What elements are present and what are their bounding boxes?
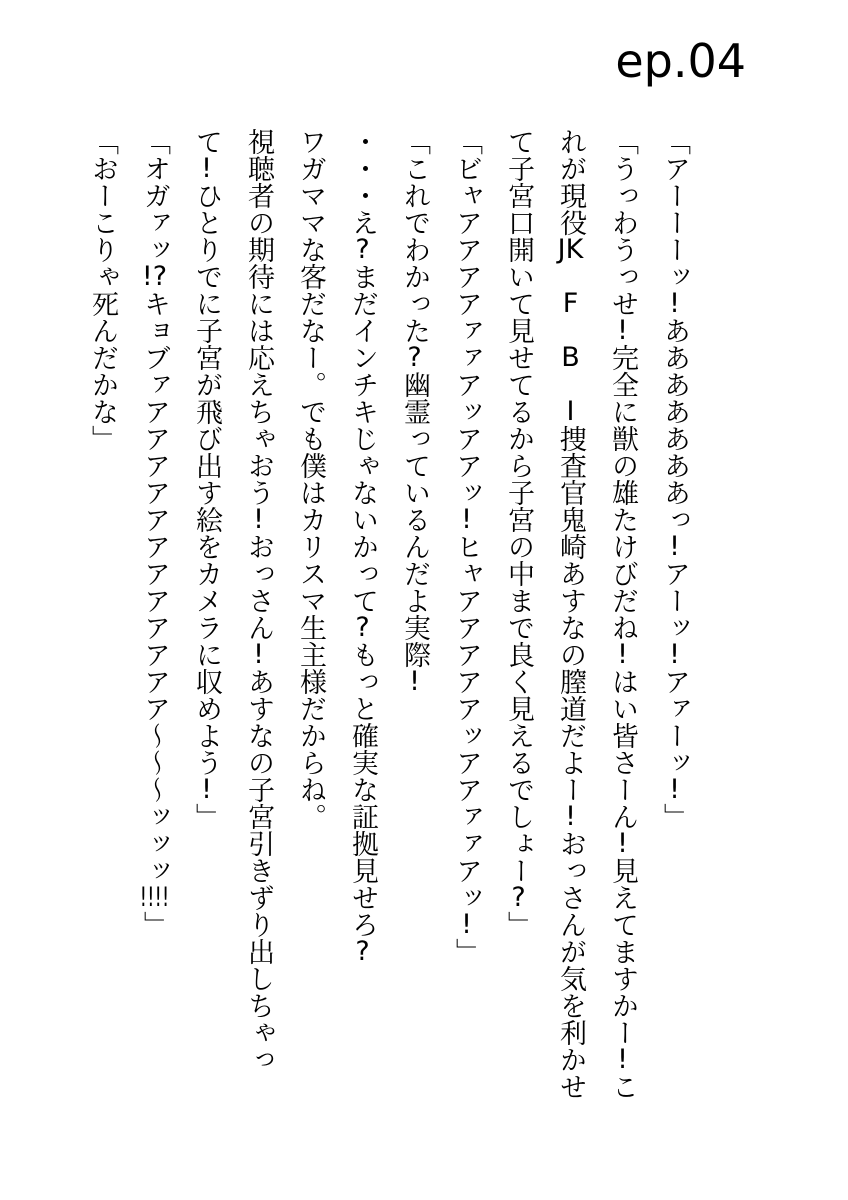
dialogue-line: ワガママな客だなー。でも僕はカリスマ生主様だからね。 [295, 128, 326, 830]
dialogue-line: 「これでわかった?幽霊っているんだよ実際! [399, 128, 430, 695]
dialogue-line: ・・・え?まだインチキじゃないかって?もっと確実な証拠見せろ? [347, 128, 378, 965]
dialogue-line: 「ビャアアアアァァアッアアッ!ヒャアアアアアッアアァァアッ!」 [451, 128, 482, 965]
dialogue-line: 視聴者の期待には応えちゃおう!おっさん!あすなの子宮引きずり出しちゃって!ひとりでに子宮が飛び出す絵をカメラに収めよう!」 [191, 128, 274, 1073]
episode-header: ep.04 [615, 34, 746, 88]
dialogue-line: 「うっわうっせ!完全に獣の雄たけびだね!はい皆さーん!見えてますかー!これが現役JK F B I捜査官鬼崎あすなの膣道だよー!おっさんが気を利かせて子宮口開いて見せてるから子宮の中まで良く見えるでしょー?」 [503, 128, 638, 1100]
dialogue-line: 「オガァッ!?キョブァアアアアアアアアアアアア〜〜〜ッッッ!!!!」 [139, 128, 170, 938]
vertical-text-block [76, 128, 700, 1108]
dialogue-line: 「アーーーッ!あああああああっ!アーッ!アァーッ!」 [659, 128, 690, 830]
dialogue-line: 「おーこりゃ死んだかな」 [87, 128, 118, 452]
